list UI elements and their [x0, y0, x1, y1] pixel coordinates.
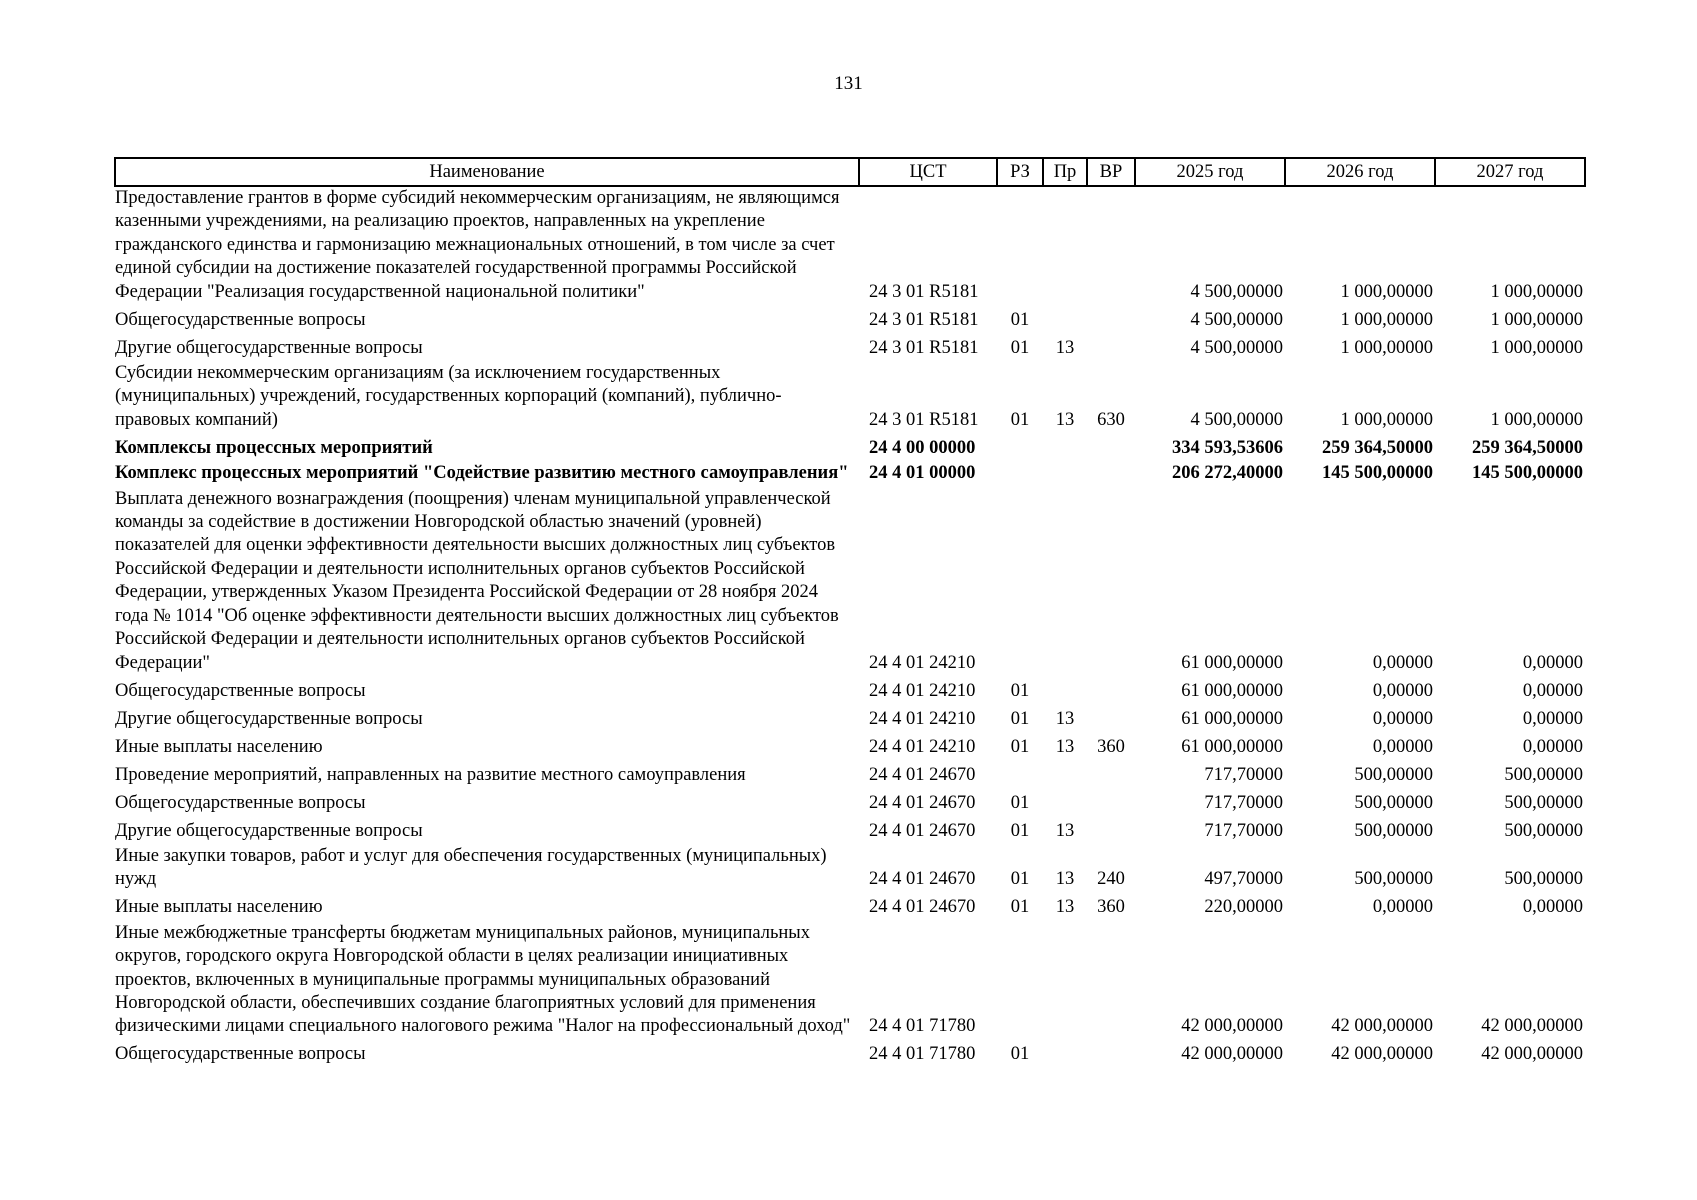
row-vr: [1087, 334, 1135, 362]
row-name: Выплата денежного вознаграждения (поощрения) членам муниципальной управленческой команды за содействие в достижении Новгородской областью значений (уровней) показателей для оценки эффективности деятельности высших должностных лиц субъектов Российской Федерации и деятельности исполнительных органов субъектов Российской Федерации, утвержденных Указом Президента Российской Федерации от 28 ноября 2024 года № 1014 "Об оценке эффективности деятельности высших должностных лиц субъектов Российской Федерации и деятельности исполнительных органов субъектов Российской Федерации": [115, 488, 839, 673]
row-pr: 13: [1055, 337, 1075, 358]
row-2026: 0,00000: [1372, 736, 1433, 757]
row-pr: 13: [1055, 736, 1075, 757]
table-row: [115, 306, 1585, 334]
row-2025: 497,70000: [1204, 869, 1283, 890]
row-2027: 1 000,00000: [1490, 337, 1583, 358]
row-rz: 01: [1010, 792, 1030, 813]
row-vr: [1087, 789, 1135, 817]
row-2027: 0,00000: [1522, 652, 1583, 673]
row-2025: 206 272,40000: [1172, 463, 1283, 484]
row-cst: 24 4 01 00000: [869, 463, 976, 484]
row-name: Иные закупки товаров, работ и услуг для обеспечения государственных (муниципальных) нужд: [115, 845, 827, 890]
row-2025: 4 500,00000: [1190, 337, 1283, 358]
row-2025: 61 000,00000: [1181, 708, 1283, 729]
row-vr: [1087, 705, 1135, 733]
row-cst: 24 4 00 00000: [869, 437, 976, 458]
row-2027: 1 000,00000: [1490, 409, 1583, 430]
table-row: [115, 894, 1585, 922]
row-2027: 500,00000: [1504, 869, 1583, 890]
row-rz: 01: [1010, 820, 1030, 841]
row-2026: 500,00000: [1354, 820, 1433, 841]
header-2026: 2026 год: [1285, 158, 1435, 186]
header-2027: 2027 год: [1435, 158, 1585, 186]
row-vr: [1087, 1041, 1135, 1069]
page-number: 131: [834, 73, 863, 94]
row-name: Другие общегосударственные вопросы: [115, 820, 423, 841]
table-row: [115, 488, 1585, 677]
row-name: Общегосударственные вопросы: [115, 309, 366, 330]
row-2027: 0,00000: [1522, 897, 1583, 918]
row-name: Комплексы процессных мероприятий: [115, 437, 433, 458]
row-cst: 24 4 01 24670: [869, 820, 976, 841]
row-name: Иные выплаты населению: [115, 736, 323, 757]
row-name: Субсидии некоммерческим организациям (за исключением государственных (муниципальных) учреждений, государственных корпораций (компаний), публично-правовых компаний): [115, 363, 782, 430]
row-2025: 4 500,00000: [1190, 281, 1283, 302]
header-cst: ЦСТ: [859, 158, 997, 186]
row-2027: 500,00000: [1504, 764, 1583, 785]
row-pr: [1043, 488, 1087, 677]
row-2025: 717,70000: [1204, 792, 1283, 813]
row-vr: [1087, 677, 1135, 705]
row-rz: [997, 922, 1043, 1041]
row-2026: 259 364,50000: [1322, 437, 1433, 458]
row-name: Комплекс процессных мероприятий "Содействие развитию местного самоуправления": [115, 463, 849, 484]
row-pr: 13: [1055, 708, 1075, 729]
row-2027: 1 000,00000: [1490, 309, 1583, 330]
row-2025: 220,00000: [1204, 897, 1283, 918]
row-vr: [1087, 434, 1135, 462]
row-cst: 24 3 01 R5181: [869, 337, 979, 358]
row-2025: 4 500,00000: [1190, 309, 1283, 330]
row-rz: [997, 462, 1043, 487]
row-pr: [1043, 462, 1087, 487]
row-cst: 24 4 01 24670: [869, 764, 976, 785]
row-pr: [1043, 1041, 1087, 1069]
row-2026: 1 000,00000: [1340, 409, 1433, 430]
row-2027: 145 500,00000: [1472, 463, 1583, 484]
row-rz: 01: [1010, 337, 1030, 358]
row-rz: 01: [1010, 309, 1030, 330]
row-cst: 24 3 01 R5181: [869, 309, 979, 330]
row-rz: 01: [1010, 409, 1030, 430]
row-2027: 0,00000: [1522, 736, 1583, 757]
row-2027: 259 364,50000: [1472, 437, 1583, 458]
row-2025: 4 500,00000: [1190, 409, 1283, 430]
row-name: Общегосударственные вопросы: [115, 792, 366, 813]
row-cst: 24 3 01 R5181: [869, 409, 979, 430]
row-vr: [1087, 761, 1135, 789]
table-row: [115, 186, 1585, 306]
row-vr: 630: [1097, 409, 1125, 430]
row-2027: 0,00000: [1522, 680, 1583, 701]
row-pr: [1043, 922, 1087, 1041]
row-vr: [1087, 186, 1135, 306]
table-row: [115, 334, 1585, 362]
header-name: Наименование: [115, 158, 859, 186]
row-vr: 360: [1097, 897, 1125, 918]
row-vr: [1087, 817, 1135, 845]
row-2026: 500,00000: [1354, 764, 1433, 785]
row-2026: 1 000,00000: [1340, 337, 1433, 358]
row-pr: 13: [1055, 820, 1075, 841]
row-vr: [1087, 922, 1135, 1041]
table-row: [115, 362, 1585, 434]
row-2025: 717,70000: [1204, 764, 1283, 785]
row-cst: 24 4 01 24210: [869, 680, 976, 701]
row-name: Общегосударственные вопросы: [115, 680, 366, 701]
row-name: Другие общегосударственные вопросы: [115, 708, 423, 729]
row-cst: 24 4 01 71780: [869, 1016, 976, 1037]
row-pr: 13: [1055, 897, 1075, 918]
budget-table: [114, 157, 1586, 1069]
row-rz: [997, 488, 1043, 677]
row-2027: 42 000,00000: [1481, 1016, 1583, 1037]
row-pr: [1043, 434, 1087, 462]
row-name: Иные выплаты населению: [115, 897, 323, 918]
row-2026: 500,00000: [1354, 869, 1433, 890]
row-2025: 61 000,00000: [1181, 680, 1283, 701]
row-rz: 01: [1010, 708, 1030, 729]
row-2026: 500,00000: [1354, 792, 1433, 813]
row-2026: 0,00000: [1372, 708, 1433, 729]
row-2027: 0,00000: [1522, 708, 1583, 729]
row-cst: 24 4 01 24210: [869, 708, 976, 729]
row-rz: 01: [1010, 1044, 1030, 1065]
header-pr: Пр: [1043, 158, 1087, 186]
row-2026: 1 000,00000: [1340, 281, 1433, 302]
row-2027: 500,00000: [1504, 792, 1583, 813]
row-2027: 42 000,00000: [1481, 1044, 1583, 1065]
row-pr: [1043, 789, 1087, 817]
row-rz: [997, 434, 1043, 462]
table-row: [115, 922, 1585, 1041]
row-2025: 61 000,00000: [1181, 736, 1283, 757]
row-name: Иные межбюджетные трансферты бюджетам муниципальных районов, муниципальных округов, городского округа Новгородской области в целях реализации инициативных проектов, включенных в муниципальные программы муниципальных образований Новгородской области, обеспечивших создание благоприятных условий для применения физическими лицами специального налогового режима "Налог на профессиональный доход": [115, 922, 851, 1037]
row-name: Предоставление грантов в форме субсидий некоммерческим организациям, не являющимся казенными учреждениями, на реализацию проектов, направленных на укрепление гражданского единства и гармонизацию межнациональных отношений, в том числе за счет единой субсидии на достижение показателей государственной программы Российской Федерации "Реализация государственной национальной политики": [115, 188, 840, 302]
row-2025: 334 593,53606: [1172, 437, 1283, 458]
row-vr: 240: [1097, 869, 1125, 890]
table-row: [115, 733, 1585, 761]
row-2027: 1 000,00000: [1490, 281, 1583, 302]
row-vr: [1087, 306, 1135, 334]
row-rz: 01: [1010, 869, 1030, 890]
row-2026: 42 000,00000: [1331, 1044, 1433, 1065]
row-2026: 42 000,00000: [1331, 1016, 1433, 1037]
row-rz: [997, 761, 1043, 789]
row-cst: 24 4 01 24670: [869, 897, 976, 918]
row-2025: 42 000,00000: [1181, 1016, 1283, 1037]
row-cst: 24 3 01 R5181: [869, 281, 979, 302]
row-cst: 24 4 01 24670: [869, 869, 976, 890]
row-name: Проведение мероприятий, направленных на развитие местного самоуправления: [115, 764, 746, 785]
row-2027: 500,00000: [1504, 820, 1583, 841]
table-row: [115, 1041, 1585, 1069]
row-pr: [1043, 186, 1087, 306]
row-rz: 01: [1010, 680, 1030, 701]
header-2025: 2025 год: [1135, 158, 1285, 186]
row-vr: [1087, 488, 1135, 677]
table-row: [115, 789, 1585, 817]
table-row: [115, 434, 1585, 462]
row-pr: 13: [1055, 409, 1075, 430]
row-2026: 0,00000: [1372, 652, 1433, 673]
row-cst: 24 4 01 24210: [869, 652, 976, 673]
row-2025: 717,70000: [1204, 820, 1283, 841]
table-row: [115, 462, 1585, 487]
row-cst: 24 4 01 24210: [869, 736, 976, 757]
row-rz: 01: [1010, 897, 1030, 918]
row-rz: [997, 186, 1043, 306]
table-row: [115, 677, 1585, 705]
row-cst: 24 4 01 71780: [869, 1044, 976, 1065]
row-pr: [1043, 761, 1087, 789]
row-vr: 360: [1097, 736, 1125, 757]
header-vr: ВР: [1087, 158, 1135, 186]
row-2026: 1 000,00000: [1340, 309, 1433, 330]
table-row: [115, 817, 1585, 845]
row-2026: 145 500,00000: [1322, 463, 1433, 484]
row-2026: 0,00000: [1372, 680, 1433, 701]
table-row: [115, 845, 1585, 894]
table-body: [115, 186, 1585, 1069]
row-pr: 13: [1055, 869, 1075, 890]
row-cst: 24 4 01 24670: [869, 792, 976, 813]
row-2025: 42 000,00000: [1181, 1044, 1283, 1065]
row-2026: 0,00000: [1372, 897, 1433, 918]
row-2025: 61 000,00000: [1181, 652, 1283, 673]
row-name: Другие общегосударственные вопросы: [115, 337, 423, 358]
table-row: [115, 705, 1585, 733]
row-rz: 01: [1010, 736, 1030, 757]
row-pr: [1043, 306, 1087, 334]
row-vr: [1087, 462, 1135, 487]
table-row: [115, 761, 1585, 789]
table-header-row: [115, 158, 1585, 186]
row-pr: [1043, 677, 1087, 705]
header-rz: РЗ: [997, 158, 1043, 186]
row-name: Общегосударственные вопросы: [115, 1044, 366, 1065]
